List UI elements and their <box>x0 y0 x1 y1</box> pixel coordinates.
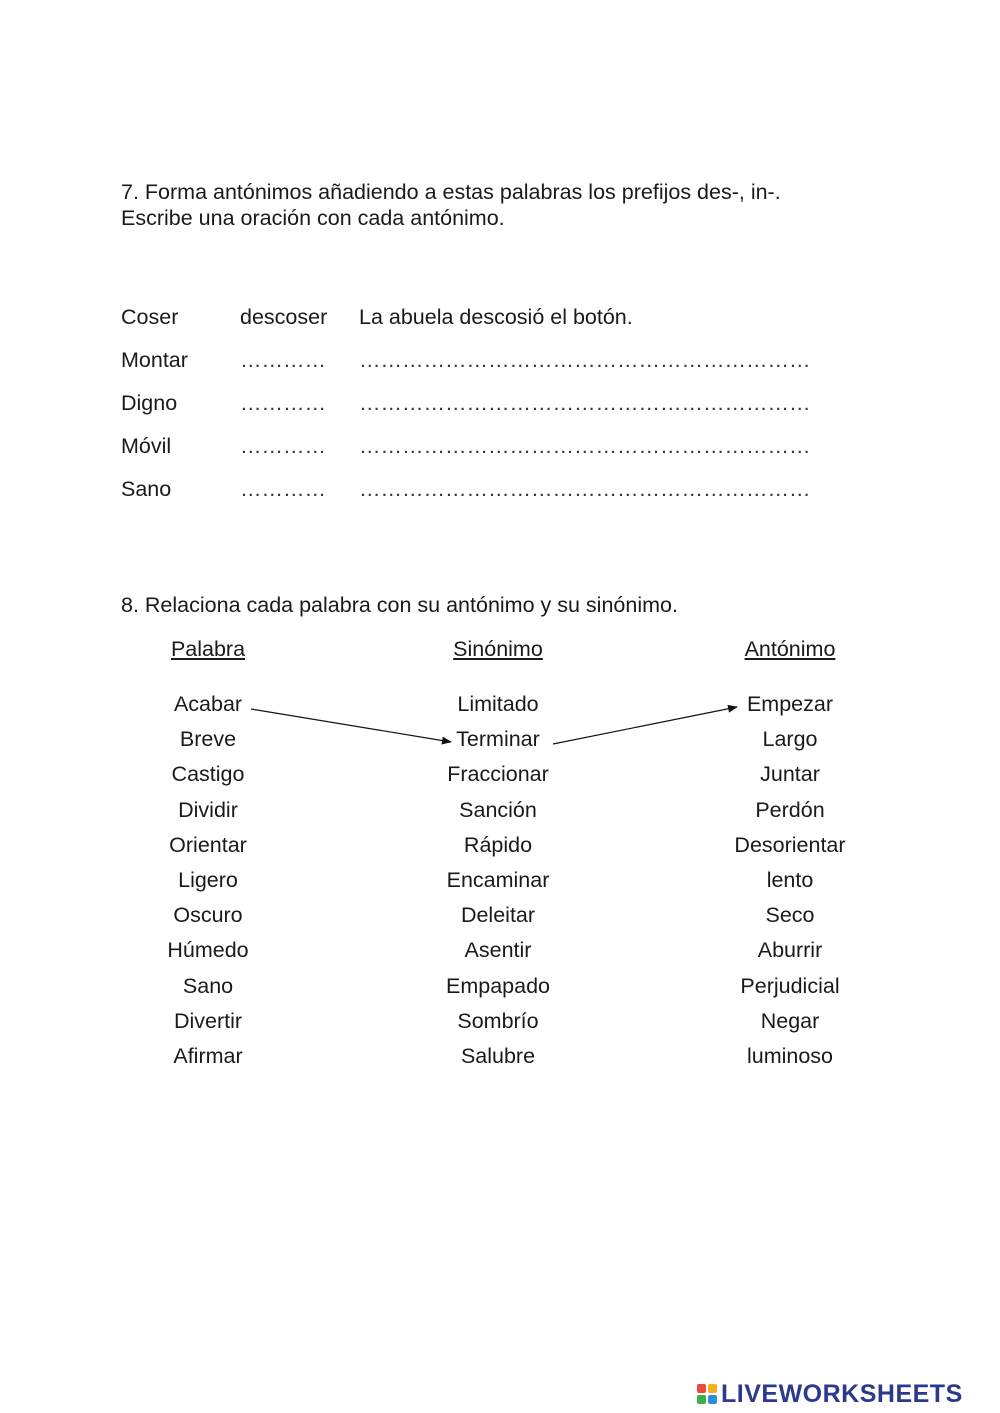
palabra-item[interactable]: Acabar <box>173 692 243 716</box>
ex7-word: Coser <box>121 305 179 329</box>
palabra-item[interactable]: Húmedo <box>167 938 249 963</box>
sinonimo-item[interactable]: Encaminar <box>446 867 550 892</box>
sinonimo-item[interactable]: Sombrío <box>457 1008 539 1033</box>
sinonimo-item[interactable]: Fraccionar <box>447 762 549 787</box>
ex7-antonym-blank[interactable]: ………… <box>240 434 326 458</box>
antonimo-item[interactable]: lento <box>766 867 814 892</box>
exercise8-instruction: 8. Relaciona cada palabra con su antónimo y su sinónimo. <box>121 593 678 617</box>
palabra-item[interactable]: Dividir <box>178 797 238 822</box>
antonimo-item[interactable]: Perdón <box>755 797 825 822</box>
sinonimo-item[interactable]: Empapado <box>446 973 550 998</box>
ex7-sentence-blank[interactable]: ……………………………………………………… <box>359 434 811 458</box>
sinonimo-column <box>418 632 578 1074</box>
ex7-word: Móvil <box>121 434 172 458</box>
liveworksheets-logo <box>697 1378 963 1410</box>
antonimo-item[interactable]: Largo <box>762 727 818 752</box>
sinonimo-item[interactable]: Limitado <box>457 692 539 716</box>
ex7-sentence: La abuela descosió el botón. <box>359 305 633 329</box>
palabra-item[interactable]: Afirmar <box>173 1043 243 1068</box>
ex7-antonym-blank[interactable]: ………… <box>240 477 326 501</box>
sinonimo-item[interactable]: Sanción <box>459 797 537 822</box>
sinonimo-item[interactable]: Asentir <box>464 938 532 963</box>
ex7-sentence-blank[interactable]: ……………………………………………………… <box>359 348 811 372</box>
palabra-item[interactable]: Ligero <box>178 867 238 892</box>
antonimo-item[interactable]: Juntar <box>760 762 820 787</box>
palabra-item[interactable]: Orientar <box>169 832 247 857</box>
palabra-column <box>138 632 278 1074</box>
antonimo-item[interactable]: Negar <box>760 1008 820 1033</box>
antonimo-column <box>705 632 875 1074</box>
ex7-word: Sano <box>121 477 172 501</box>
sinonimo-item[interactable]: Terminar <box>456 727 540 752</box>
palabra-header: Palabra <box>170 637 246 661</box>
ex7-word: Montar <box>121 348 188 372</box>
ex7-antonym-blank[interactable]: ………… <box>240 348 326 372</box>
antonimo-item[interactable]: Seco <box>765 903 815 928</box>
liveworksheets-brand: LIVEWORKSHEETS <box>721 1379 963 1408</box>
palabra-item[interactable]: Oscuro <box>173 903 243 928</box>
antonimo-item[interactable]: Perjudicial <box>740 973 840 998</box>
palabra-item[interactable]: Sano <box>182 973 234 998</box>
ex7-antonym-blank[interactable]: ………… <box>240 391 326 415</box>
palabra-item[interactable]: Breve <box>179 727 237 752</box>
antonimo-item[interactable]: luminoso <box>746 1043 834 1068</box>
sinonimo-item[interactable]: Deleitar <box>460 903 536 928</box>
exercise7-instruction-line1: 7. Forma antónimos añadiendo a estas palabras los prefijos des-, in-. <box>121 180 781 204</box>
sinonimo-item[interactable]: Rápido <box>463 832 533 857</box>
liveworksheets-logo-icon <box>697 1384 717 1404</box>
antonimo-item[interactable]: Empezar <box>746 692 834 716</box>
ex7-sentence-blank[interactable]: ……………………………………………………… <box>359 391 811 415</box>
ex7-antonym: descoser <box>240 305 328 329</box>
sinonimo-item[interactable]: Salubre <box>460 1043 536 1068</box>
exercise7-instruction-line2: Escribe una oración con cada antónimo. <box>121 206 505 230</box>
palabra-item[interactable]: Castigo <box>171 762 245 787</box>
ex7-word: Digno <box>121 391 178 415</box>
ex7-sentence-blank[interactable]: ……………………………………………………… <box>359 477 811 501</box>
antonimo-item[interactable]: Aburrir <box>757 938 823 963</box>
antonimo-item[interactable]: Desorientar <box>734 832 846 857</box>
palabra-item[interactable]: Divertir <box>173 1008 243 1033</box>
sinonimo-header: Sinónimo <box>453 637 543 661</box>
antonimo-header: Antónimo <box>744 637 836 661</box>
